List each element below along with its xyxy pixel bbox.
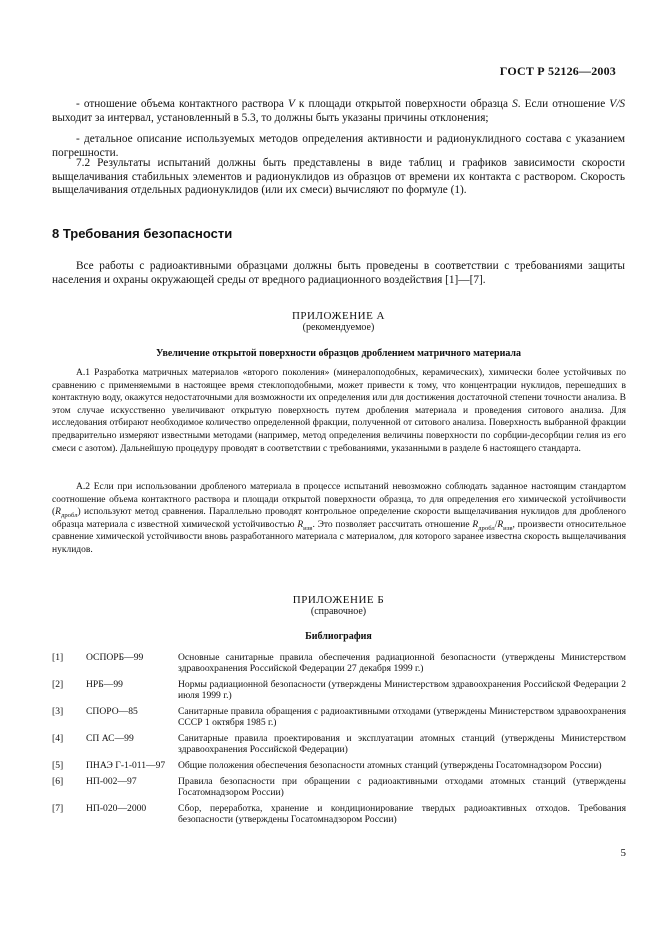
appendix-b-title: ПРИЛОЖЕНИЕ Б: [292, 594, 385, 606]
bibliography-entry-description: Санитарные правила обращения с радиоактивными отходами (утверждены Министерством здравоохранения СССР 1 октября 1985 г.): [178, 706, 626, 729]
bibliography-entry-description: Санитарные правила проектирования и эксплуатации атомных станций (утверждены Министерством здравоохранения Российской Федерации): [178, 733, 626, 756]
bibliography-entry-code: ОСПОРБ—99: [86, 652, 144, 663]
paragraph-7-2: 7.2 Результаты испытаний должны быть представлены в виде таблиц и графиков зависимости скорости выщелачивания стабильных элементов и радионуклидов из образцов от времени их контакта с раствором. Скорость выщелачивания отдельных радионуклидов (или их смеси) вычисляют по формуле (1).: [52, 157, 625, 197]
bibliography-entry: [52, 803, 626, 826]
bibliography-entry-code: НП-002—97: [86, 775, 137, 787]
bibliography-entry: [52, 733, 626, 756]
bibliography-entry: [52, 652, 626, 675]
bibliography-entry-description: Нормы радиационной безопасности (утверждены Министерством здравоохранения Российской Федерации 2 июля 1999 г.): [178, 679, 626, 702]
bibliography-entry-number: [2]: [52, 679, 64, 690]
bibliography-entry-number: [5]: [52, 760, 64, 771]
bibliography-entry-code: НРБ—99: [86, 679, 123, 690]
bibliography-entry-number: [3]: [52, 706, 64, 717]
bibliography-entry-code: НП-020—2000: [86, 802, 147, 814]
paragraph-method-description: - детальное описание используемых методов определения активности и радионуклидного состава с указанием погрешности.: [52, 133, 625, 159]
bibliography-entry: [52, 706, 626, 729]
bibliography-entry: [52, 776, 626, 799]
bibliography-entry: [52, 760, 626, 771]
section-8-text: Все работы с радиоактивными образцами должны быть проведены в соответствии с требованиями защиты населения и охраны окружающей среды от вредного радиационного воздействия [1]—[7].: [52, 260, 625, 286]
bibliography-entry: [52, 679, 626, 702]
bibliography-entry-description: Правила безопасности при обращении с радиоактивными отходами атомных станций (утверждены Госатомнадзором России): [178, 775, 626, 798]
paragraph-a1: А.1 Разработка матричных материалов «второго поколения» (минералоподобных, керамических), химически более устойчивых по сравнению с применяемыми в настоящее время стеклоподобными, может привести к тому, что концентрации нуклидов, перешедших в контактную воду, окажутся недостаточными для возможности их определения или для достижения достаточной степени точности анализа. В этом случае искусственно увеличивают открытую поверхность путем дробления материала и проведения ситового анализа. Для исследования отбирают необходимое количество определенной фракции, полученной от ситового анализа. Поверхность выбранной фракции предварительно измеряют известными методами (например, метод определения величины поверхности по сорбции-десорбции гелия из его смеси с азотом). Дальнейшую процедуру проводят в соответствии с требованиями, указанными в разделе 6 настоящего стандарта.: [52, 368, 626, 454]
appendix-a-status: (рекомендуемое): [302, 322, 375, 333]
bibliography-entry-number: [7]: [52, 802, 64, 814]
bibliography-list: [52, 652, 626, 830]
paragraph-a2: А.2 Если при использовании дробленого материала в процессе испытаний невозможно соблюдать заданное настоящим стандартом соотношение объема контактного раствора и площади открытой поверхности образца, то для определения его химической устойчивости $(R_{дробл})$ используют метод сравнения. Параллельно проводят контрольное определение скорости выщелачивания нуклидов для дробленого образца материала с известной химической устойчивостью $R_{изв}$. Это позволяет рассчитать отношение $R_{дробл}/R_{изв}$, произвести относительное сравнение химической устойчивости вновь разработанного материала с материалом, для которого заранее известна скорость выщелачивания нуклидов.: [52, 482, 626, 555]
bibliography-entry-description: Основные санитарные правила обеспечения радиационной безопасности (утверждены Министерством здравоохранения Российской Федерации 27 декабря 1999 г.): [178, 652, 626, 675]
bibliography-entry-code: ПНАЭ Г-1-011—97: [86, 760, 166, 771]
appendix-a-heading: Увеличение открытой поверхности образцов дроблением матричного материала: [155, 348, 522, 359]
paragraph-volume-area-ratio: - отношение объема контактного раствора V к площади открытой поверхности образца S. Если отношение V/S выходит за интервал, установленный в 5.3, то должны быть указаны причины отклонения;: [52, 98, 625, 124]
page-number: 5: [620, 847, 626, 859]
document-header-code: ГОСТ Р 52126—2003: [499, 64, 616, 78]
bibliography-entry-description: Сбор, переработка, хранение и кондиционирование твердых радиоактивных отходов. Требования безопасности (утверждены Госатомнадзором России): [178, 802, 626, 825]
appendix-a-title: ПРИЛОЖЕНИЕ А: [291, 310, 385, 322]
appendix-b-heading: Библиография: [305, 631, 372, 642]
bibliography-entry-code: СПОРО—85: [86, 706, 138, 717]
bibliography-entry-description: Общие положения обеспечения безопасности атомных станций (утверждены Госатомнадзором России): [178, 760, 602, 771]
section-8-title: 8 Требования безопасности: [52, 226, 233, 241]
bibliography-entry-number: [6]: [52, 775, 64, 787]
bibliography-entry-number: [1]: [52, 652, 64, 663]
bibliography-entry-number: [4]: [52, 733, 64, 744]
bibliography-entry-code: СП АС—99: [86, 733, 134, 744]
appendix-b-status: (справочное): [310, 606, 367, 617]
